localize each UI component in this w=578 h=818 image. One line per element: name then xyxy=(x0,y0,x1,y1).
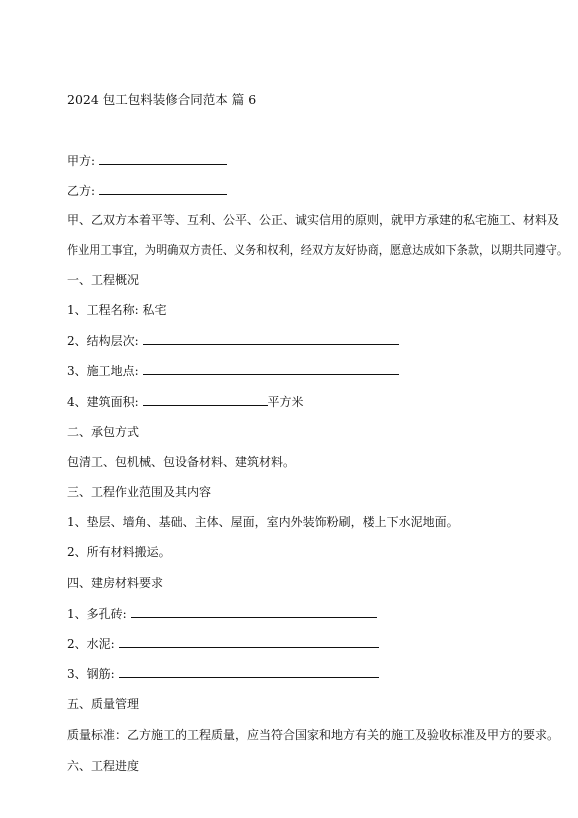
steel-blank xyxy=(119,665,379,678)
cement-line xyxy=(67,635,379,652)
steel-label: 3、钢筋: xyxy=(67,667,115,681)
cement-label: 2、水泥: xyxy=(67,637,115,651)
brick-label: 1、多孔砖: xyxy=(67,607,127,621)
party-b-label: 乙方: xyxy=(67,184,96,198)
party-a-blank xyxy=(99,152,227,165)
party-b-blank xyxy=(99,182,227,195)
steel-line xyxy=(67,665,379,682)
section2-heading: 二、承包方式 xyxy=(67,425,140,439)
section1-heading: 一、工程概况 xyxy=(67,273,140,287)
area-unit: 平方米 xyxy=(267,395,304,409)
location-blank xyxy=(143,362,399,375)
structure-line xyxy=(67,332,399,349)
brick-blank xyxy=(131,605,377,618)
section3-item1: 1、垫层、墙角、基础、主体、屋面，室内外装饰粉刷，楼上下水泥地面。 xyxy=(67,515,459,529)
party-a-line xyxy=(67,152,227,169)
location-line xyxy=(67,362,399,379)
project-name-label: 1、工程名称: xyxy=(67,303,139,317)
area-label: 4、建筑面积: xyxy=(67,395,139,409)
area-line xyxy=(67,393,304,410)
brick-line xyxy=(67,605,377,622)
party-b-line xyxy=(67,182,227,199)
location-label: 3、施工地点: xyxy=(67,364,139,378)
project-name-line xyxy=(67,302,167,318)
section5-text: 质量标准：乙方施工的工程质量，应当符合国家和地方有关的施工及验收标准及甲方的要求。 xyxy=(67,728,560,742)
structure-label: 2、结构层次: xyxy=(67,334,139,348)
party-a-label: 甲方: xyxy=(67,154,96,168)
section6-heading: 六、工程进度 xyxy=(67,759,140,773)
project-name-value: 私宅 xyxy=(142,303,167,317)
section2-text: 包清工、包机械、包设备材料、建筑材料。 xyxy=(67,455,296,469)
section5-heading: 五、质量管理 xyxy=(67,697,140,711)
document-title: 2024 包工包料装修合同范本 篇 6 xyxy=(67,92,257,107)
section4-heading: 四、建房材料要求 xyxy=(67,576,164,590)
section3-item2: 2、所有材料搬运。 xyxy=(67,545,171,559)
intro-paragraph-line2: 作业用工事宜，为明确双方责任、义务和权利，经双方友好协商，愿意达成如下条款，以期共同遵守。 xyxy=(67,243,569,257)
cement-blank xyxy=(119,635,379,648)
area-blank xyxy=(143,393,268,406)
section3-heading: 三、工程作业范围及其内容 xyxy=(67,485,212,499)
intro-paragraph-line1: 甲、乙双方本着平等、互利、公平、公正、诚实信用的原则，就甲方承建的私宅施工、材料及 xyxy=(67,213,560,227)
structure-blank xyxy=(143,332,399,345)
